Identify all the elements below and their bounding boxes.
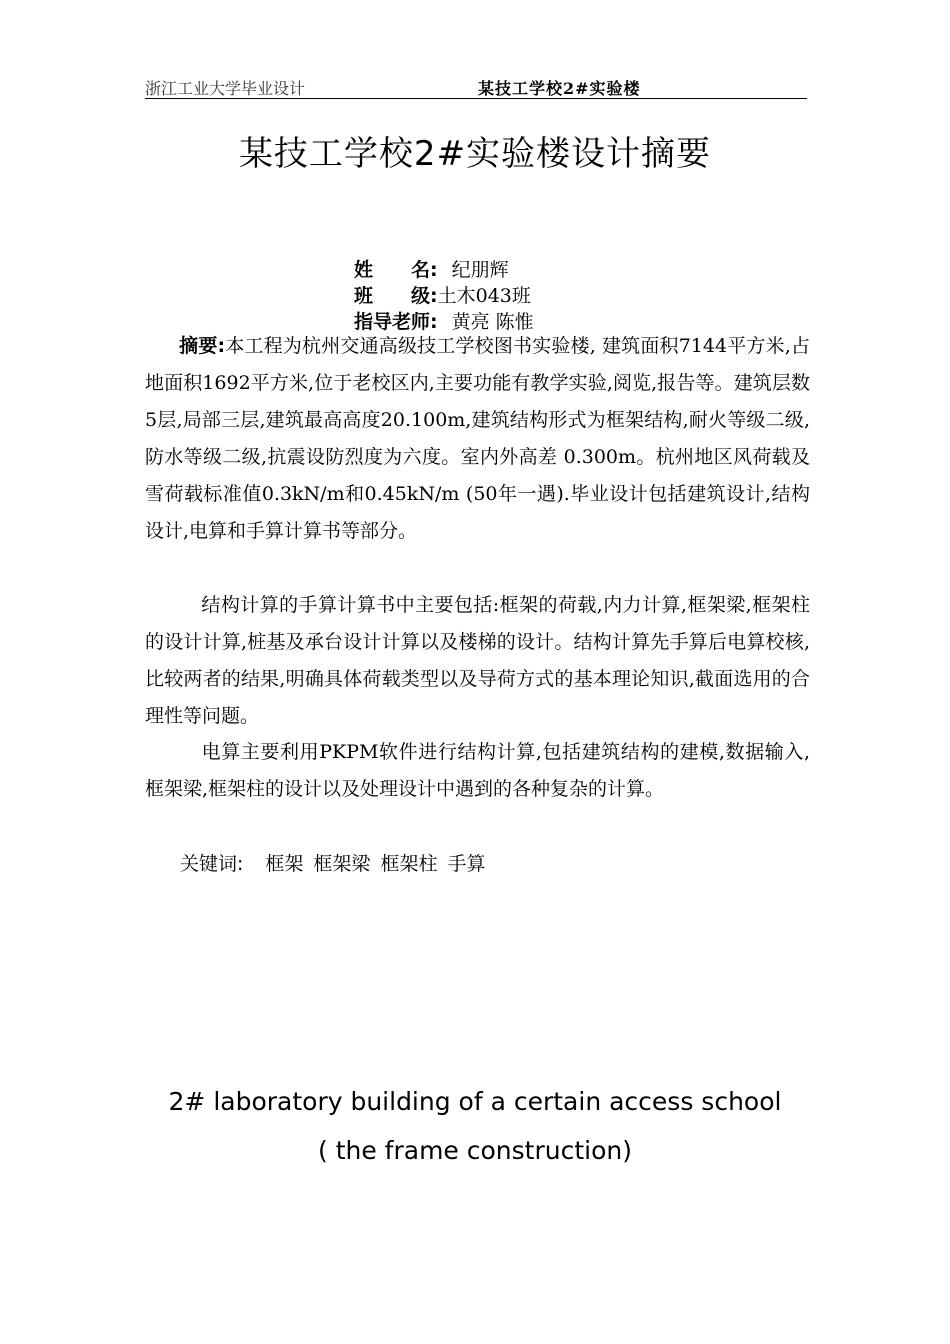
- abstract-paragraph-2: [145, 587, 810, 735]
- abstract-paragraph-3: [145, 734, 810, 808]
- abstract-text-3: 电算主要利用PKPM软件进行结构计算,包括建筑结构的建模,数据输入,框架梁,框架柱的设计以及处理设计中遇到的各种复杂的计算。: [145, 741, 810, 800]
- name-label: 姓 名:: [354, 259, 438, 281]
- class-label: 班 级:: [354, 285, 438, 307]
- page-title: 某技工学校2#实验楼设计摘要: [238, 134, 712, 174]
- english-title-line-1: 2# laboratory building of a certain access school: [168, 1087, 782, 1116]
- name-value: 纪朋辉: [451, 259, 509, 281]
- header-university: 浙江工业大学毕业设计: [145, 79, 306, 98]
- keyword-item: 框架柱: [380, 853, 438, 875]
- english-title-line-2: ( the frame construction): [318, 1136, 632, 1165]
- info-class-row: [354, 284, 531, 308]
- header-project: 某技工学校2#实验楼: [478, 79, 641, 98]
- keyword-item: 框架: [265, 853, 304, 875]
- abstract-text-2: 结构计算的手算计算书中主要包括:框架的荷载,内力计算,框架梁,框架柱的设计计算,桩基及承台设计计算以及楼梯的设计。结构计算先手算后电算校核,比较两者的结果,明确具体荷载类型以及导荷方式的基本理论知识,截面选用的合理性等问题。: [145, 594, 810, 727]
- page-header: [145, 74, 807, 99]
- abstract-paragraph-1: 摘要:本工程为杭州交通高级技工学校图书实验楼, 建筑面积7144平方米,占地面积1692平方米,位于老校区内,主要功能有教学实验,阅览,报告等。建筑层数5层,局部三层,建筑最高高度20.100m,建筑结构形式为框架结构,耐火等级二级,防水等级二级,抗震设防烈度为六度。室内外高差 0.300m。杭州地区风荷载及雪荷载标准值0.3kN/m和0.45kN/m (50年一遇).毕业设计包括建筑设计,结构设计,电算和手算计算书等部分。: [145, 335, 810, 542]
- advisor-value: 黄亮 陈惟: [451, 311, 534, 333]
- keyword-item: 手算: [447, 853, 486, 875]
- abstract-text-1: 本工程为杭州交通高级技工学校图书实验楼, 建筑面积7144平方米,占地面积1692平方米,位于老校区内,主要功能有教学实验,阅览,报告等。建筑层数5层,局部三层,建筑最高高度20.100m,建筑结构形式为框架结构,耐火等级二级,防水等级二级,抗震设防烈度为六度。室内外高差 0.300m。杭州地区风荷载及雪荷载标准值0.3kN/m和0.45kN/m (50年一遇).毕业设计包括建筑设计,结构设计,电算和手算计算书等部分。: [145, 335, 810, 542]
- info-name-row: [354, 258, 509, 282]
- class-value: 土木043班: [437, 285, 531, 307]
- keyword-item: 框架梁: [313, 853, 371, 875]
- abstract-label: 摘要: [179, 335, 218, 357]
- keywords-line: [180, 849, 495, 876]
- keywords-label: 关键词:: [180, 853, 244, 875]
- advisor-label: 指导老师:: [354, 311, 438, 333]
